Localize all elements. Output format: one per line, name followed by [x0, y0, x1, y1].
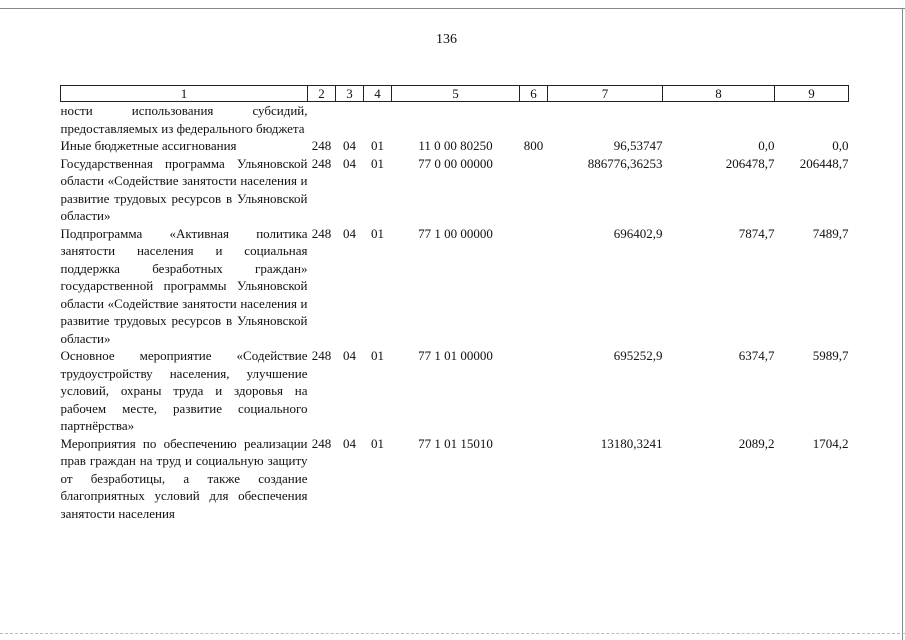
row-name: Подпрограмма «Активная политика занятости населения и социальная поддержка безработных граждан» государственной программы Ульяновской области «Содействие занятости населения и развитие трудовых ресурсов в Ульяновской области»: [60, 225, 308, 346]
row-section-code: 04: [343, 348, 356, 363]
row-amount-col9: [775, 102, 849, 138]
row-amount-col8: 7874,7: [738, 225, 775, 241]
row-target-article: 77 1 00 00000: [418, 225, 493, 241]
row-expense-type: [520, 102, 548, 138]
column-header-6: 6: [520, 86, 548, 102]
row-target-article: 77 1 01 15010: [418, 435, 493, 451]
column-header-4: 4: [364, 86, 392, 102]
row-amount-col8: 206478,7: [725, 155, 775, 171]
page-frame-top-border: [0, 8, 905, 9]
row-amount-col9: 206448,7: [799, 155, 849, 171]
row-subsection-code: 01: [371, 435, 384, 451]
table-row: [61, 435, 849, 523]
row-amount-col9: 1704,2: [812, 435, 849, 451]
column-header-3: 3: [336, 86, 364, 102]
table-row: [61, 347, 849, 435]
row-name: Иные бюджетные ассигнования: [60, 138, 237, 153]
column-header-9: 9: [775, 86, 849, 102]
row-ministry-code: [308, 102, 336, 138]
table-row: [61, 225, 849, 348]
row-amount-col9: 5989,7: [812, 348, 849, 363]
budget-table: [60, 85, 849, 522]
row-name: Государственная программа Ульяновской области «Содействие занятости населения и развитие трудовых ресурсов в Ульяновской области»: [60, 155, 308, 223]
row-expense-type: [520, 347, 548, 435]
row-amount-col8: [663, 102, 775, 138]
row-ministry-code: 248: [311, 225, 332, 241]
row-subsection-code: 01: [371, 348, 384, 363]
row-expense-type: [520, 155, 548, 225]
row-amount-col8: 6374,7: [738, 348, 775, 363]
row-target-article: 11 0 00 80250: [418, 138, 493, 153]
column-header-7: 7: [548, 86, 663, 102]
row-name: ности использования субсидий, предоставляемых из федерального бюджета: [60, 103, 308, 136]
row-ministry-code: 248: [311, 435, 332, 451]
row-amount-col8: 0,0: [758, 138, 775, 153]
row-amount-col7: [548, 102, 663, 138]
row-subsection-code: 01: [371, 155, 384, 171]
page-frame-bottom-border: [0, 633, 905, 634]
row-subsection-code: 01: [371, 225, 384, 241]
column-header-2: 2: [308, 86, 336, 102]
column-header-1: 1: [61, 86, 308, 102]
row-section-code: 04: [343, 225, 356, 241]
column-number-header-row: [61, 86, 849, 102]
row-amount-col7: 13180,3241: [600, 435, 663, 451]
row-amount-col9: 0,0: [832, 138, 849, 153]
row-name: Основное мероприятие «Содействие трудоустройству населения, улучшение условий, охраны труда и здоровья на рабочем месте, развитие социального партнёрства»: [60, 348, 308, 433]
row-amount-col9: 7489,7: [812, 225, 849, 241]
row-amount-col7: 96,53747: [613, 138, 663, 153]
column-header-8: 8: [663, 86, 775, 102]
row-expense-type: [520, 435, 548, 523]
row-ministry-code: 248: [311, 138, 332, 153]
row-expense-type: [520, 225, 548, 348]
row-amount-col7: 886776,36253: [587, 155, 663, 171]
page-frame-right-border: [902, 8, 903, 640]
row-subsection-code: [364, 102, 392, 138]
table-row: [61, 102, 849, 138]
row-section-code: 04: [343, 155, 356, 171]
row-target-article: 77 1 01 00000: [418, 348, 493, 363]
page-number: 136: [436, 32, 457, 47]
column-header-5: 5: [392, 86, 520, 102]
row-target-article: [392, 102, 520, 138]
table-row: [61, 155, 849, 225]
row-amount-col8: 2089,2: [738, 435, 775, 451]
row-target-article: 77 0 00 00000: [418, 155, 493, 171]
row-expense-type: 800: [523, 138, 544, 153]
row-subsection-code: 01: [371, 138, 384, 153]
table-row: [61, 137, 849, 155]
row-amount-col7: 695252,9: [613, 348, 663, 363]
row-section-code: [336, 102, 364, 138]
row-section-code: 04: [343, 138, 356, 153]
row-ministry-code: 248: [311, 155, 332, 171]
row-section-code: 04: [343, 435, 356, 451]
row-amount-col7: 696402,9: [613, 225, 663, 241]
row-name: Мероприятия по обеспечению реализации прав граждан на труд и социальную защиту от безработицы, а также создание благоприятных условий для обеспечения занятости населения: [60, 435, 308, 521]
row-ministry-code: 248: [311, 348, 332, 363]
